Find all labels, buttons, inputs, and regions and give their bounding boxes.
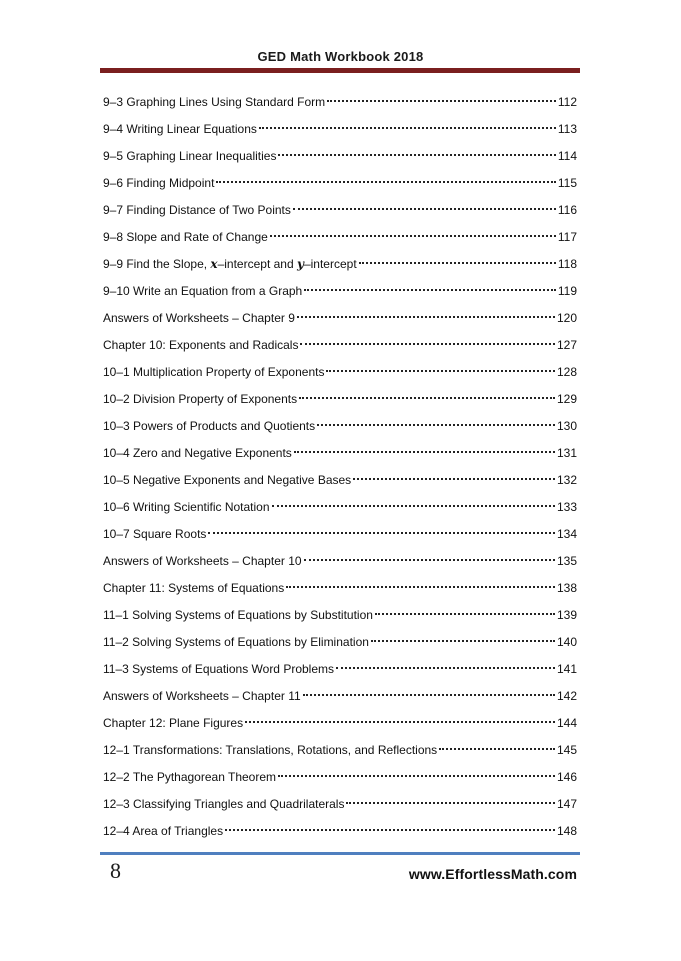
toc-dot-leader <box>353 478 555 480</box>
toc-entry[interactable] <box>103 605 577 632</box>
toc-entry-title <box>103 254 357 275</box>
toc-dot-leader <box>278 154 555 156</box>
toc-entry-title-tail: –intercept <box>303 257 357 271</box>
toc-entry[interactable] <box>103 551 577 578</box>
toc-dot-leader <box>300 343 555 345</box>
toc-dot-leader <box>278 775 555 777</box>
toc-entry[interactable] <box>103 146 577 173</box>
toc-entry[interactable] <box>103 335 577 362</box>
toc-entry-title: 9–7 Finding Distance of Two Points <box>103 203 291 217</box>
table-of-contents <box>103 92 577 848</box>
toc-entry-page: 120 <box>556 311 577 325</box>
toc-entry-title: Answers of Worksheets – Chapter 10 <box>103 554 302 568</box>
toc-entry[interactable] <box>103 740 577 767</box>
toc-entry-title: 12–3 Classifying Triangles and Quadrilaterals <box>103 797 345 811</box>
toc-entry[interactable] <box>103 767 577 794</box>
toc-dot-leader <box>245 721 555 723</box>
toc-dot-leader <box>297 316 555 318</box>
toc-entry[interactable] <box>103 227 577 254</box>
toc-entry-page: 139 <box>556 608 577 622</box>
toc-entry-page: 135 <box>556 554 577 568</box>
toc-entry-title: Chapter 11: Systems of Equations <box>103 581 285 595</box>
toc-entry-page: 118 <box>557 257 577 271</box>
toc-entry-page: 145 <box>556 743 577 757</box>
toc-entry-title: 9–8 Slope and Rate of Change <box>103 230 268 244</box>
toc-dot-leader <box>327 100 556 102</box>
toc-entry[interactable] <box>103 821 577 848</box>
toc-entry[interactable] <box>103 92 577 119</box>
toc-dot-leader <box>326 370 555 372</box>
toc-entry[interactable] <box>103 713 577 740</box>
footer-rule <box>100 852 580 855</box>
toc-dot-leader <box>304 559 555 561</box>
toc-entry[interactable] <box>103 524 577 551</box>
toc-entry-title: 11–2 Solving Systems of Equations by Elimination <box>103 635 369 649</box>
toc-entry-title: 11–1 Solving Systems of Equations by Substitution <box>103 608 373 622</box>
toc-entry[interactable] <box>103 659 577 686</box>
toc-entry-title: 9–4 Writing Linear Equations <box>103 122 257 136</box>
toc-entry-title: Answers of Worksheets – Chapter 11 <box>103 689 301 703</box>
toc-entry-page: 130 <box>556 419 577 433</box>
toc-entry-page: 119 <box>557 284 577 298</box>
toc-dot-leader <box>303 694 555 696</box>
toc-entry[interactable] <box>103 470 577 497</box>
toc-entry[interactable] <box>103 389 577 416</box>
toc-entry-title: 11–3 Systems of Equations Word Problems <box>103 662 334 676</box>
toc-entry-page: 115 <box>557 176 577 190</box>
toc-entry-title: Answers of Worksheets – Chapter 9 <box>103 311 295 325</box>
toc-entry[interactable] <box>103 416 577 443</box>
toc-entry[interactable] <box>103 308 577 335</box>
toc-dot-leader <box>375 613 555 615</box>
toc-dot-leader <box>225 829 555 831</box>
toc-dot-leader <box>259 127 556 129</box>
toc-entry-title: 9–3 Graphing Lines Using Standard Form <box>103 95 326 109</box>
toc-entry-title: 10–2 Division Property of Exponents <box>103 392 298 406</box>
toc-entry-title: 10–6 Writing Scientific Notation <box>103 500 270 514</box>
toc-dot-leader <box>293 208 556 210</box>
toc-entry-page: 142 <box>556 689 577 703</box>
toc-entry-page: 114 <box>557 149 577 163</box>
toc-dot-leader <box>286 586 555 588</box>
toc-dot-leader <box>439 748 555 750</box>
toc-entry-page: 117 <box>557 230 577 244</box>
toc-entry[interactable] <box>103 443 577 470</box>
toc-entry[interactable] <box>103 119 577 146</box>
toc-entry-title: Chapter 10: Exponents and Radicals <box>103 338 299 352</box>
toc-entry-page: 132 <box>556 473 577 487</box>
toc-dot-leader <box>346 802 555 804</box>
toc-dot-leader <box>336 667 555 669</box>
toc-entry-title-mid: –intercept and <box>217 257 297 271</box>
toc-entry-page: 129 <box>556 392 577 406</box>
toc-entry-page: 138 <box>556 581 577 595</box>
toc-dot-leader <box>317 424 555 426</box>
header-rule <box>100 68 580 73</box>
toc-entry-page: 131 <box>556 446 577 460</box>
toc-entry-title: 10–7 Square Roots <box>103 527 207 541</box>
toc-entry-page: 127 <box>556 338 577 352</box>
toc-entry-title: 9–5 Graphing Linear Inequalities <box>103 149 277 163</box>
toc-entry[interactable] <box>103 254 577 281</box>
toc-entry-title: Chapter 12: Plane Figures <box>103 716 244 730</box>
toc-entry-page: 116 <box>557 203 577 217</box>
toc-entry[interactable] <box>103 578 577 605</box>
toc-entry[interactable] <box>103 686 577 713</box>
toc-entry-title: 9–10 Write an Equation from a Graph <box>103 284 303 298</box>
toc-dot-leader <box>359 262 556 264</box>
website-url[interactable]: www.EffortlessMath.com <box>408 866 577 882</box>
toc-entry-page: 112 <box>557 95 577 109</box>
toc-entry-title: 9–6 Finding Midpoint <box>103 176 215 190</box>
toc-dot-leader <box>294 451 555 453</box>
toc-entry-title: 10–4 Zero and Negative Exponents <box>103 446 292 460</box>
toc-entry[interactable] <box>103 281 577 308</box>
toc-entry-title: 12–1 Transformations: Translations, Rotations, and Reflections <box>103 743 438 757</box>
toc-entry-title-head: 9–9 Find the Slope, <box>103 257 211 271</box>
toc-entry-page: 133 <box>556 500 577 514</box>
toc-entry[interactable] <box>103 173 577 200</box>
toc-entry-page: 141 <box>556 662 577 676</box>
toc-entry-title: 12–2 The Pythagorean Theorem <box>103 770 277 784</box>
toc-entry[interactable] <box>103 200 577 227</box>
toc-entry-title: 10–1 Multiplication Property of Exponents <box>103 365 325 379</box>
toc-dot-leader <box>208 532 555 534</box>
toc-entry-page: 128 <box>556 365 577 379</box>
toc-entry[interactable] <box>103 632 577 659</box>
variable-y: y <box>296 257 304 271</box>
toc-entry[interactable] <box>103 497 577 524</box>
toc-entry-page: 113 <box>557 122 577 136</box>
toc-entry-page: 134 <box>556 527 577 541</box>
toc-dot-leader <box>216 181 555 183</box>
toc-entry-page: 148 <box>556 824 577 838</box>
toc-entry[interactable] <box>103 794 577 821</box>
toc-entry[interactable] <box>103 362 577 389</box>
toc-dot-leader <box>304 289 556 291</box>
variable-x: x <box>210 257 218 271</box>
toc-entry-page: 146 <box>556 770 577 784</box>
toc-dot-leader <box>270 235 556 237</box>
toc-dot-leader <box>371 640 555 642</box>
page-header-title: GED Math Workbook 2018 <box>257 49 424 64</box>
toc-entry-page: 140 <box>556 635 577 649</box>
toc-entry-title: 10–5 Negative Exponents and Negative Bases <box>103 473 352 487</box>
toc-dot-leader <box>299 397 555 399</box>
toc-entry-title: 10–3 Powers of Products and Quotients <box>103 419 316 433</box>
toc-entry-page: 144 <box>556 716 577 730</box>
toc-entry-title: 12–4 Area of Triangles <box>103 824 224 838</box>
page-number: 8 <box>110 858 121 883</box>
toc-entry-page: 147 <box>556 797 577 811</box>
toc-dot-leader <box>272 505 555 507</box>
